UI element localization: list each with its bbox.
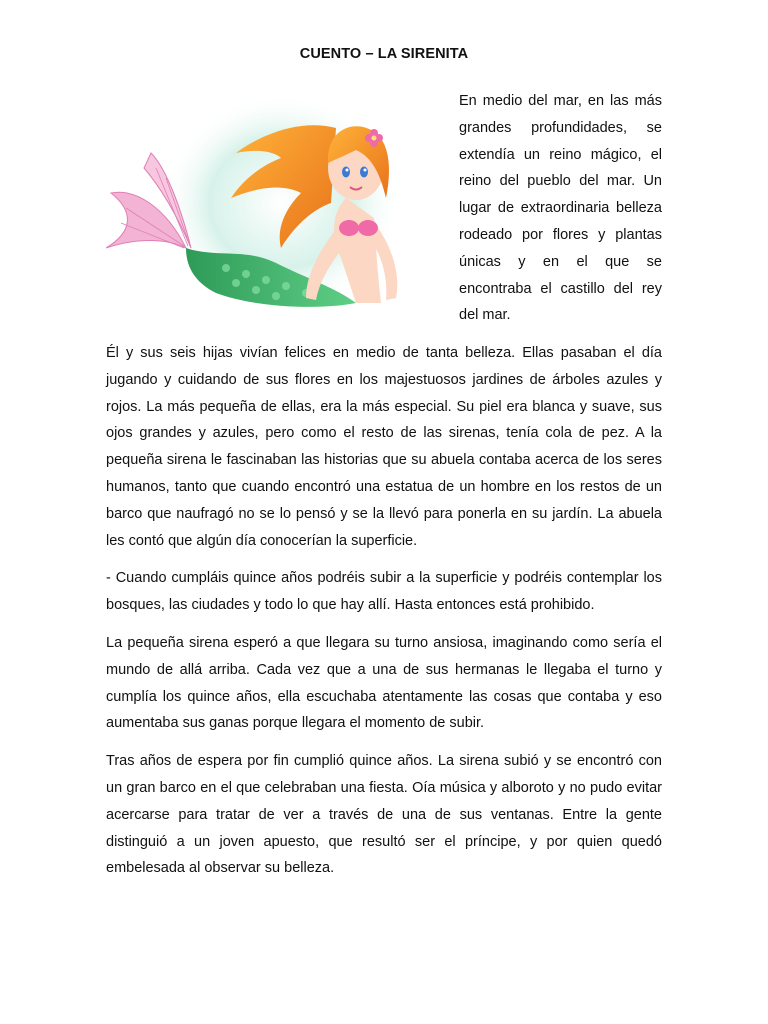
paragraph: La pequeña sirena esperó a que llegara su turno ansiosa, imaginando como sería el mundo de allá arriba. Cada vez que a una de sus hermanas le llegaba el turno y cumplía los quince años, ella escuchaba atentamente las cosas que contaba y eso aumentaba sus ganas porque llegara el momento de subir. — [106, 634, 662, 732]
story-body — [106, 340, 662, 893]
paragraph: Él y sus seis hijas vivían felices en medio de tanta belleza. Ellas pasaban el día jugando y cuidando de sus flores en los majestuosos jardines de árboles azules y rojos. La más pequeña de ellas, era la más especial. Su piel era blanca y suave, sus ojos grandes y azules, pero como el resto de las sirenas, tenía cola de pez. A la pequeña sirena le fascinaban las historias que su abuela contaba acerca de los seres humanos, tanto que cuando encontró una estatua de un hombre en los restos de un barco que naufragó no se lo pensó y se la llevó para ponerla en su jardín. La abuela les contó que algún día conocerían la superficie. — [106, 345, 662, 549]
paragraph: - Cuando cumpláis quince años podréis subir a la superficie y podréis contemplar los bosques, las ciudades y todo lo que hay allí. Hasta entonces está prohibido. — [106, 570, 662, 614]
mermaid-illustration-icon — [106, 98, 406, 318]
page-title: CUENTO – LA SIRENITA — [299, 46, 469, 62]
paragraph: Tras años de espera por fin cumplió quince años. La sirena subió y se encontró con un gran barco en el que celebraban una fiesta. Oía música y alboroto y no pudo evitar acercarse para tratar de ver a través de una de sus ventanas. Entre la gente distinguió a un joven apuesto, que resultó ser el príncipe, y por quien quedó embelesada al observar su belleza. — [106, 753, 662, 877]
intro-section — [106, 88, 662, 328]
intro-paragraph: En medio del mar, en las más grandes profundidades, se extendía un reino mágico, el reino del pueblo del mar. Un lugar de extraordinaria belleza rodeado por flores y plantas únicas y en el que se encontraba el castillo del rey del mar. — [459, 93, 662, 324]
